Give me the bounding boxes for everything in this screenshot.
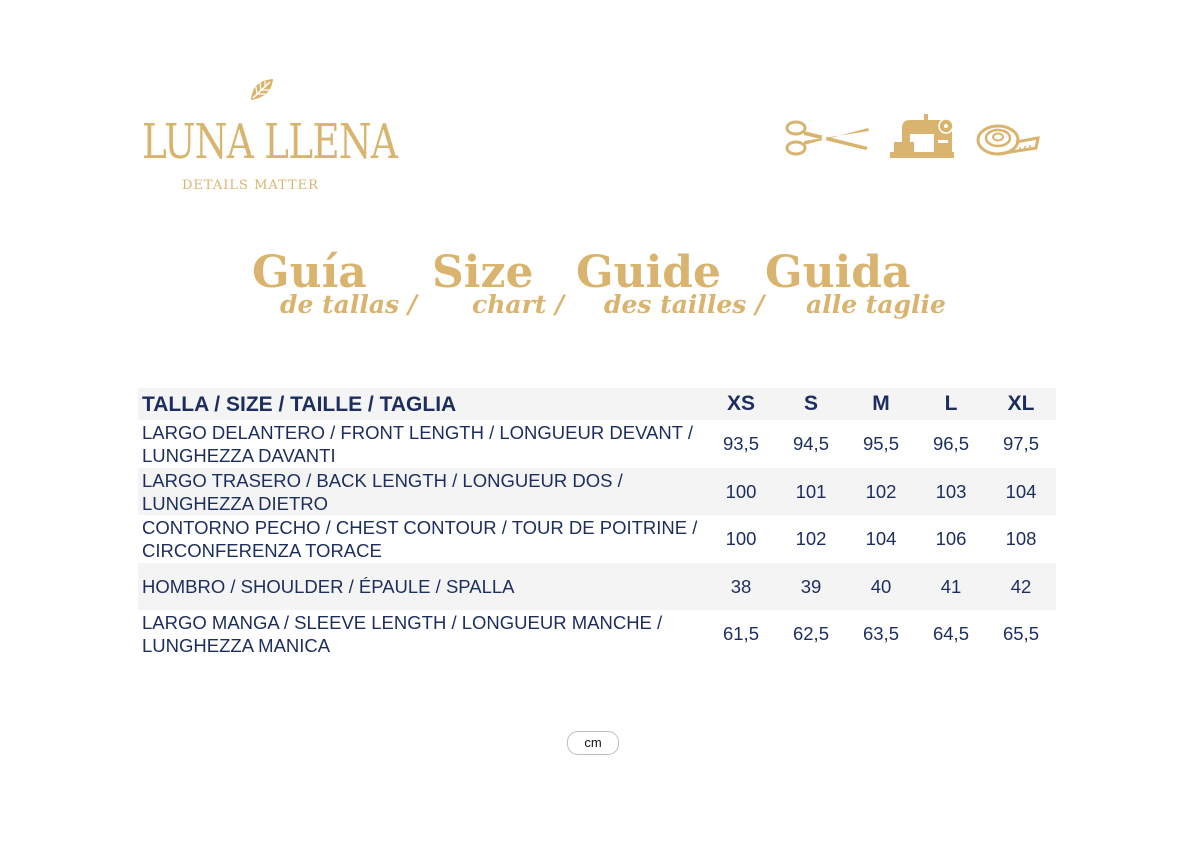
sewing-machine-icon xyxy=(888,112,956,160)
row-label-line2: CIRCONFERENZA TORACE xyxy=(142,540,382,561)
cell-value: 103 xyxy=(935,480,967,502)
cell-value: 102 xyxy=(865,480,897,502)
cell-value: 41 xyxy=(940,575,962,597)
cell-value: 100 xyxy=(725,480,757,502)
cell-value: 97,5 xyxy=(1002,433,1039,454)
row-label-line2: LUNGHEZZA DAVANTI xyxy=(142,445,336,466)
brand-logo xyxy=(142,74,398,204)
header-size-xs: XS xyxy=(726,392,755,415)
cell-value: 95,5 xyxy=(862,433,899,454)
title-sub-en: chart / xyxy=(472,290,565,319)
size-guide-title xyxy=(0,245,1200,335)
leaf-icon xyxy=(248,76,276,104)
cell-value: 61,5 xyxy=(722,623,759,644)
measuring-tape-icon xyxy=(976,118,1040,158)
table-row xyxy=(138,420,1056,468)
title-word-fr: Guide xyxy=(576,247,722,298)
cell-value: 65,5 xyxy=(1002,623,1039,644)
title-word-es: Guía xyxy=(252,247,367,298)
row-label xyxy=(138,610,706,658)
cell-value: 104 xyxy=(1005,480,1037,502)
header-size-m: M xyxy=(872,392,890,415)
cell-value: 106 xyxy=(935,528,967,549)
cell-value: 39 xyxy=(800,575,822,597)
cell-value: 100 xyxy=(725,528,757,549)
table-row xyxy=(138,563,1056,610)
header-size-xl: XL xyxy=(1007,392,1035,415)
table-row xyxy=(138,468,1056,515)
header-size-l: L xyxy=(944,392,958,415)
tools-illustration xyxy=(784,110,1054,170)
row-label-line1: LARGO DELANTERO / FRONT LENGTH / LONGUEUR DEVANT / xyxy=(142,422,693,443)
cell-value: 42 xyxy=(1010,575,1032,597)
row-label: HOMBRO / SHOULDER / ÉPAULE / SPALLA xyxy=(142,576,515,597)
table-row xyxy=(138,610,1056,658)
title-sub-fr: des tailles / xyxy=(604,290,765,319)
row-label xyxy=(138,468,706,515)
cell-value: 38 xyxy=(730,575,752,597)
cell-value: 94,5 xyxy=(792,433,829,454)
table-header-row xyxy=(138,388,1056,420)
cell-value: 63,5 xyxy=(862,623,899,644)
cell-value: 64,5 xyxy=(932,623,969,644)
title-sub-it: alle taglie xyxy=(806,290,946,319)
row-label xyxy=(138,515,706,563)
size-table xyxy=(138,388,1056,658)
row-label-line1: CONTORNO PECHO / CHEST CONTOUR / TOUR DE POITRINE / xyxy=(142,517,698,538)
header-size-label: TALLA / SIZE / TAILLE / TAGLIA xyxy=(142,392,457,416)
cell-value: 104 xyxy=(865,528,897,549)
cell-value: 96,5 xyxy=(932,433,969,454)
row-label xyxy=(138,420,706,468)
cell-value: 102 xyxy=(795,528,827,549)
brand-tagline: DETAILS MATTER xyxy=(182,178,319,193)
cell-value: 108 xyxy=(1005,528,1037,549)
row-label-line2: LUNGHEZZA DIETRO xyxy=(142,492,329,514)
cell-value: 62,5 xyxy=(792,623,829,644)
unit-badge: cm xyxy=(567,731,619,755)
scissors-icon xyxy=(784,118,870,158)
brand-name: LUNA LLENA xyxy=(142,114,398,170)
row-label-line2: LUNGHEZZA MANICA xyxy=(142,635,331,656)
row-label-line1: LARGO MANGA / SLEEVE LENGTH / LONGUEUR MANCHE / xyxy=(142,612,663,633)
title-word-it: Guida xyxy=(765,247,911,298)
title-word-en: Size xyxy=(432,247,534,298)
cell-value: 40 xyxy=(870,575,892,597)
cell-value: 93,5 xyxy=(722,433,759,454)
table-row xyxy=(138,515,1056,563)
row-label-line1: LARGO TRASERO / BACK LENGTH / LONGUEUR DOS / xyxy=(142,469,623,491)
cell-value: 101 xyxy=(795,480,827,502)
title-sub-es: de tallas / xyxy=(280,290,417,319)
header-size-s: S xyxy=(803,392,818,415)
